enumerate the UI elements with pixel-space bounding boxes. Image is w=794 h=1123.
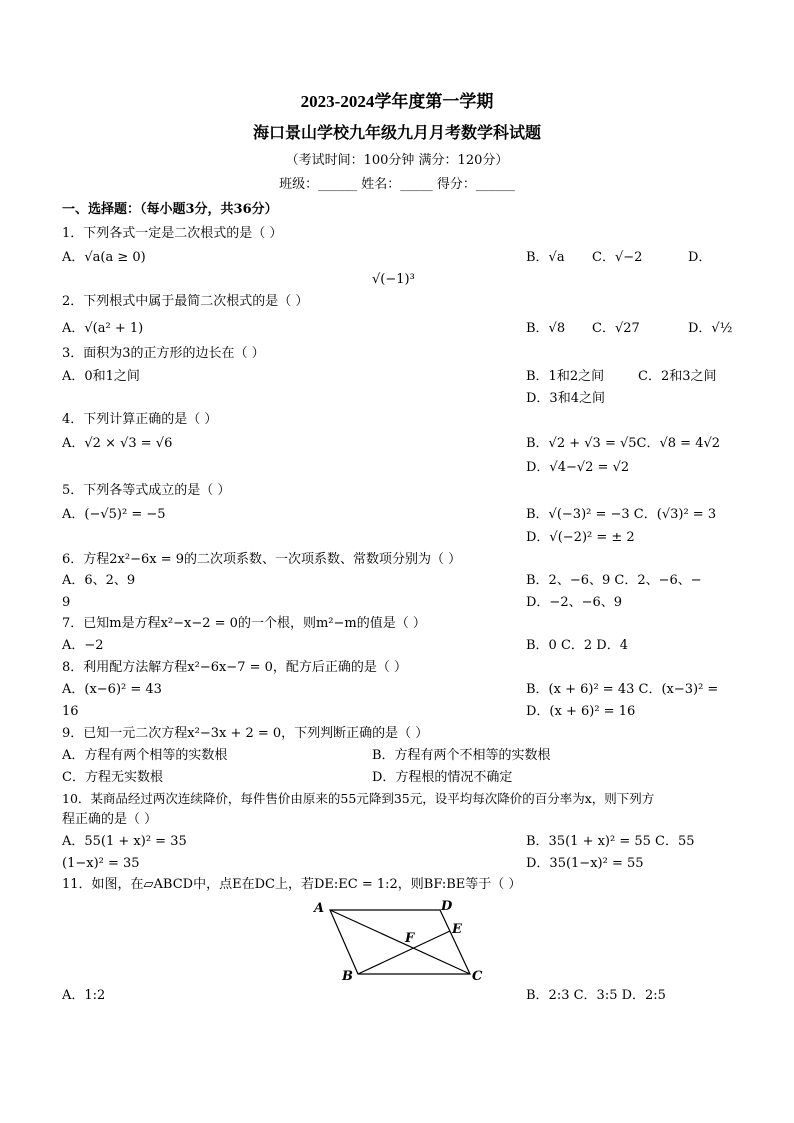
label-e: E: [452, 922, 462, 937]
q11-option-bcd: B．2:3 C．3:5 D．2:5: [526, 988, 666, 1003]
q1-option-c: C．√−2: [592, 250, 643, 265]
q7-option-a: A．−2: [62, 638, 104, 653]
student-fields: 班级：______ 姓名：_____ 得分：______: [279, 177, 515, 192]
q2-stem: 2．下列根式中属于最简二次根式的是（ ）: [62, 294, 309, 309]
q2-option-b: B．√8: [526, 321, 566, 336]
q1-option-d: D．: [688, 250, 712, 265]
q10-stem-line1: 10．某商品经过两次连续降价，每件售价由原来的55元降到35元，设平均每次降价的百分率为x，则下列方: [62, 791, 655, 806]
exam-info: （考试时间：100分钟 满分：120分）: [285, 153, 509, 168]
q6-option-d: D．−2、−6、9: [526, 595, 623, 610]
q4-option-d: D．√4−√2 = √2: [526, 460, 630, 475]
q9-option-b: B．方程有两个不相等的实数根: [372, 748, 551, 763]
q11-option-a: A．1:2: [62, 988, 106, 1003]
q9-option-a: A．方程有两个相等的实数根: [62, 748, 228, 763]
label-b: B: [342, 969, 353, 984]
q3-option-b: B．1和2之间: [526, 369, 605, 384]
q10-option-a: A．55(1 + x)² = 35: [62, 834, 187, 849]
q7-stem: 7．已知m是方程x²−x−2 = 0的一个根，则m²−m的值是（ ）: [62, 616, 426, 631]
q1-option-a: A．√a(a ≥ 0): [62, 250, 146, 265]
label-f: F: [405, 931, 415, 946]
q6-option-a: A．6、2、9: [62, 573, 136, 588]
q8-wrap: 16: [62, 704, 79, 719]
q9-option-d: D．方程根的情况不确定: [372, 770, 513, 785]
q10-option-bc: B．35(1 + x)² = 55 C．55: [526, 834, 695, 849]
q10-option-d: D．35(1−x)² = 55: [526, 856, 644, 871]
q3-option-d: D．3和4之间: [526, 391, 605, 406]
q8-option-d: D．(x + 6)² = 16: [526, 704, 636, 719]
diagonal-ac: [330, 910, 470, 974]
q4-option-a: A．√2 × √3 = √6: [62, 436, 173, 451]
q6-stem: 6．方程2x²−6x = 9的二次项系数、一次项系数、常数项分别为（ ）: [62, 552, 462, 567]
q3-option-a: A．0和1之间: [62, 369, 140, 384]
q5-option-bc: B．√(−3)² = −3 C．(√3)² = 3: [526, 507, 717, 522]
segment-be: [358, 931, 450, 974]
q8-option-a: A．(x−6)² = 43: [62, 682, 162, 697]
section-title: 一、选择题：（每小题3分，共36分）: [62, 202, 278, 217]
q1-option-b: B．√a: [526, 250, 565, 265]
label-a: A: [314, 901, 325, 916]
q8-stem: 8．利用配方法解方程x²−6x−7 = 0，配方后正确的是（ ）: [62, 660, 408, 675]
q5-option-a: A．(−√5)² = −5: [62, 507, 166, 522]
parallelogram-figure: [312, 896, 492, 988]
q3-option-c: C．2和3之间: [638, 369, 717, 384]
label-d: D: [441, 899, 453, 914]
exam-term: 2023-2024学年度第一学期: [300, 92, 494, 111]
q5-option-d: D．√(−2)² = ± 2: [526, 530, 635, 545]
q8-option-bc: B．(x + 6)² = 43 C．(x−3)² =: [526, 682, 719, 697]
q11-stem: 11．如图，在▱ABCD中，点E在DC上，若DE:EC = 1:2，则BF:BE等于（ ）: [62, 877, 522, 892]
q9-stem: 9．已知一元二次方程x²−3x + 2 = 0，下列判断正确的是（ ）: [62, 726, 429, 741]
q1-stem: 1．下列各式一定是二次根式的是（ ）: [62, 226, 283, 241]
q4-option-bc: B．√2 + √3 = √5C．√8 = 4√2: [526, 436, 721, 451]
q9-option-c: C．方程无实数根: [62, 770, 163, 785]
q2-option-a: A．√(a² + 1): [62, 321, 144, 336]
label-c: C: [472, 969, 483, 984]
q3-stem: 3．面积为3的正方形的边长在（ ）: [62, 346, 265, 361]
q6-wrap: 9: [62, 595, 71, 610]
q2-option-d: D．√½: [688, 321, 733, 336]
q1-option-d-expression: √(−1)³: [372, 272, 415, 287]
q7-option-bcd: B．0 C．2 D．4: [526, 638, 629, 653]
q2-option-c: C．√27: [592, 321, 640, 336]
q6-option-bc: B．2、−6、9 C．2、−6、−: [526, 573, 702, 588]
exam-title: 海口景山学校九年级九月月考数学科试题: [252, 123, 541, 142]
q10-wrap: (1−x)² = 35: [62, 856, 140, 871]
q4-stem: 4．下列计算正确的是（ ）: [62, 412, 218, 427]
q5-stem: 5．下列各等式成立的是（ ）: [62, 483, 231, 498]
q10-stem-line2: 程正确的是（ ）: [62, 812, 158, 827]
